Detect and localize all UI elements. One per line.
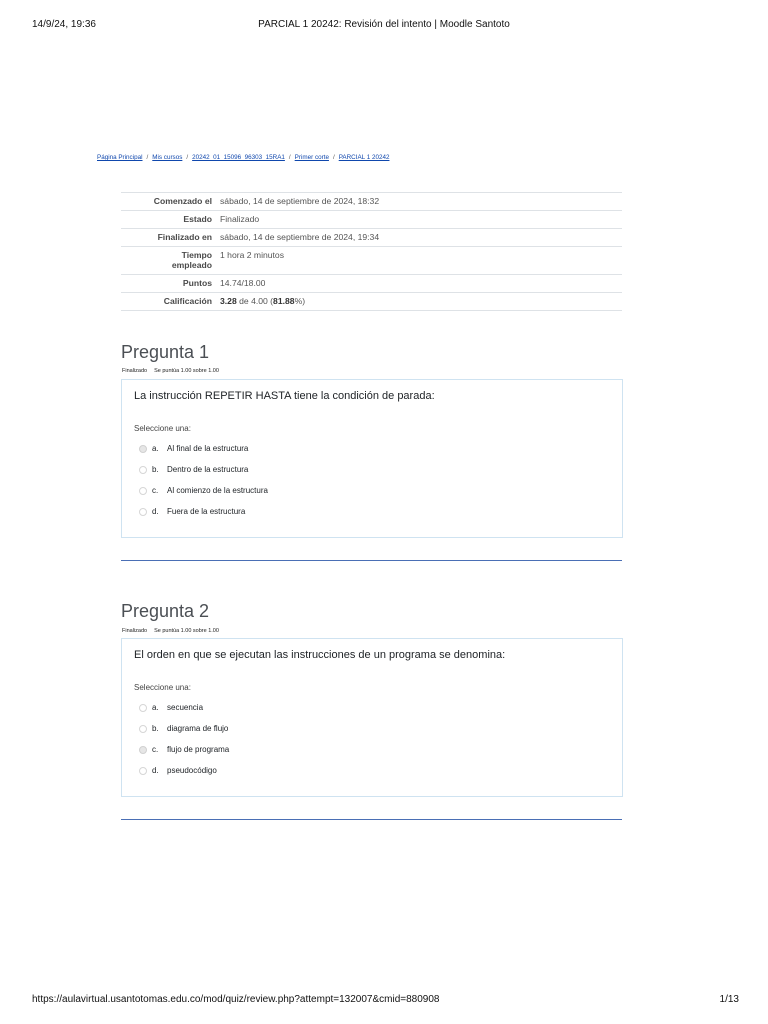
- question-divider: [121, 819, 622, 820]
- time-label: Tiempo empleado: [121, 247, 216, 275]
- radio-icon[interactable]: [139, 704, 147, 712]
- option-text: Dentro de la estructura: [167, 465, 249, 474]
- radio-icon[interactable]: [139, 487, 147, 495]
- print-page-number: 1/13: [719, 994, 739, 1005]
- question-1-info: [122, 368, 219, 374]
- question-2-info: [122, 628, 219, 634]
- breadcrumb-course-link[interactable]: 20242_01_15096_96303_15RA1: [192, 154, 285, 161]
- points-value: 14.74/18.00: [216, 275, 622, 293]
- question-1-title: Pregunta 1: [121, 342, 210, 362]
- option-text: diagrama de flujo: [167, 724, 229, 733]
- finished-label: Finalizado en: [121, 229, 216, 247]
- question-2-option-b[interactable]: b. diagrama de flujo: [139, 723, 228, 735]
- grade-value: 3.28 de 4.00 (81.88%): [216, 293, 622, 311]
- question-1-option-d[interactable]: d. Fuera de la estructura: [139, 506, 245, 518]
- summary-row-time: [121, 247, 622, 275]
- question-1-marks: Se puntúa 1.00 sobre 1.00: [154, 368, 219, 374]
- print-page-title: PARCIAL 1 20242: Revisión del intento | Moodle Santoto: [258, 19, 510, 30]
- question-2-prompt: Seleccione una:: [134, 683, 191, 692]
- summary-row-started: [121, 193, 622, 211]
- question-1-option-a[interactable]: a. Al final de la estructura: [139, 443, 248, 455]
- summary-row-points: [121, 275, 622, 293]
- state-label: Estado: [121, 211, 216, 229]
- summary-row-finished: [121, 229, 622, 247]
- option-text: Al final de la estructura: [167, 444, 249, 453]
- option-text: pseudocódigo: [167, 766, 217, 775]
- question-2-option-d[interactable]: d. pseudocódigo: [139, 765, 217, 777]
- breadcrumb-my-courses-link[interactable]: Mis cursos: [152, 154, 183, 161]
- question-2-title: Pregunta 2: [121, 601, 210, 621]
- print-datetime: 14/9/24, 19:36: [32, 19, 96, 30]
- summary-row-state: [121, 211, 622, 229]
- breadcrumb-section-link[interactable]: Primer corte: [294, 154, 329, 161]
- question-1-box: [121, 379, 623, 538]
- question-2-box: [121, 638, 623, 797]
- radio-checked-icon[interactable]: [139, 746, 147, 754]
- breadcrumb: Página Principal / Mis cursos / 20242_01_15096_96303_15RA1 / Primer corte / PARCIAL 1 20242: [97, 154, 390, 161]
- question-1-state: Finalizado: [122, 368, 148, 374]
- question-2-text: El orden en que se ejecutan las instrucciones de un programa se denomina:: [134, 649, 506, 661]
- started-label: Comenzado el: [121, 193, 216, 211]
- question-1-option-b[interactable]: b. Dentro de la estructura: [139, 464, 248, 476]
- summary-row-grade: [121, 293, 622, 311]
- option-text: Al comienzo de la estructura: [167, 486, 268, 495]
- state-value: Finalizado: [216, 211, 622, 229]
- question-2-marks: Se puntúa 1.00 sobre 1.00: [154, 628, 219, 634]
- question-2-state: Finalizado: [122, 628, 148, 634]
- points-label: Puntos: [121, 275, 216, 293]
- radio-icon[interactable]: [139, 508, 147, 516]
- finished-value: sábado, 14 de septiembre de 2024, 19:34: [216, 229, 622, 247]
- question-2-option-a[interactable]: a. secuencia: [139, 702, 203, 714]
- print-url: https://aulavirtual.usantotomas.edu.co/mod/quiz/review.php?attempt=132007&cmid=880908: [32, 994, 440, 1005]
- breadcrumb-home-link[interactable]: Página Principal: [97, 154, 143, 161]
- option-text: flujo de programa: [167, 745, 230, 754]
- radio-checked-icon[interactable]: [139, 445, 147, 453]
- question-1-option-c[interactable]: c. Al comienzo de la estructura: [139, 485, 268, 497]
- radio-icon[interactable]: [139, 725, 147, 733]
- attempt-summary-table: [121, 192, 622, 311]
- question-divider: [121, 560, 622, 561]
- question-2-option-c[interactable]: c. flujo de programa: [139, 744, 229, 756]
- radio-icon[interactable]: [139, 767, 147, 775]
- started-value: sábado, 14 de septiembre de 2024, 18:32: [216, 193, 622, 211]
- option-text: Fuera de la estructura: [167, 507, 246, 516]
- breadcrumb-quiz-link[interactable]: PARCIAL 1 20242: [338, 154, 390, 161]
- question-1-prompt: Seleccione una:: [134, 424, 191, 433]
- option-text: secuencia: [167, 703, 204, 712]
- grade-label: Calificación: [121, 293, 216, 311]
- radio-icon[interactable]: [139, 466, 147, 474]
- question-1-text: La instrucción REPETIR HASTA tiene la condición de parada:: [134, 390, 435, 402]
- time-value: 1 hora 2 minutos: [216, 247, 622, 275]
